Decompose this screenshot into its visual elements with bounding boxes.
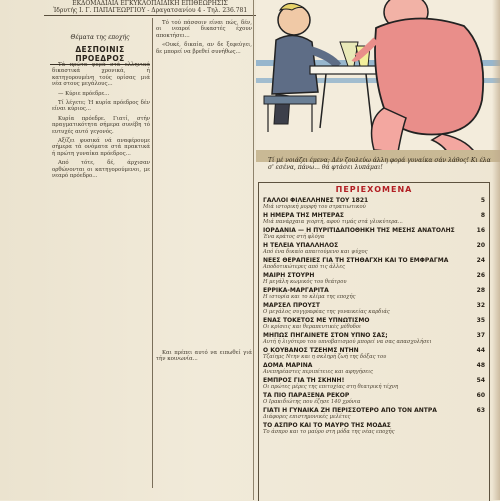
section-label: Θέματα της εποχής [70, 34, 130, 41]
toc-entry-title: Η ΗΜΕΡΑ ΤΗΣ ΜΗΤΕΡΑΣ [263, 212, 344, 219]
toc-entry-page-number: 60 [476, 392, 485, 399]
toc-entry [263, 197, 485, 212]
article-paragraph: Από τότε, δέ, άρχισαν ορθώνονται οι κατηγορούμενοι, με νεαρό πρόεδρο... [52, 160, 150, 180]
article-paragraph: Κυρία πρόεδρε. Γιατί, στήν πραγματικότητα σήμερα συνέβη τό ευτυχές αυτό γεγονός. [52, 115, 150, 135]
toc-entry [263, 317, 485, 332]
toc-entry-description: Ο μεγάλος συγγραφέας της γυναικείας καρδιάς [263, 309, 390, 315]
toc-entry-title: ΝΕΕΣ ΘΕΡΑΠΕΙΕΣ ΓΙΑ ΤΗ ΣΤΗΘΑΓΧΗ ΚΑΙ ΤΟ ΕΜΦΡΑΓΜΑ [263, 257, 449, 264]
toc-entry-page-number: 44 [476, 347, 485, 354]
article-column-right [156, 20, 252, 58]
masthead-line2: Ίδρυτής Ι. Γ. ΠΑΠΑΓΕΩΡΓΙΟΥ - Δραγατσανίου 4 - Τηλ. 236.781 [52, 7, 248, 14]
toc-entry [263, 377, 485, 392]
toc-entry-title: ΜΑΙΡΗ ΣΤΟΥΡΗ [263, 272, 315, 279]
toc-entry-title: ΙΟΡΔΑΝΙΑ — Η ΠΥΡΙΤΙΔΑΠΟΘΗΚΗ ΤΗΣ ΜΕΣΗΣ ΑΝΑΤΟΛΗΣ [263, 227, 455, 234]
toc-entry [263, 227, 485, 242]
toc-entry-page-number: 16 [476, 227, 485, 234]
cartoon-drawing [256, 0, 500, 162]
toc-entry [263, 257, 485, 272]
article-paragraph: Αξίζει φυσικά νά αναφέρουμε σήμερα τά ονόματα στά πρακτικά ή πρώτη γυναίκα πρόεδρος... [52, 138, 150, 157]
toc-entry-title: ΜΑΡΣΕΛ ΠΡΟΥΣΤ [263, 302, 320, 309]
article-header [50, 17, 150, 65]
article-paragraph: Τί λέγετε; Ή κυρία πρόεδρος δέν είναι κύριος... [52, 100, 150, 113]
cartoon-illustration [256, 0, 500, 162]
article-paragraph: «Ουκέ, δικαία, αν δε ξεφεύγει, δε μπορεί να βρεθεί συνήθως... [156, 42, 252, 55]
toc-entry [263, 347, 485, 362]
column-divider [152, 18, 153, 488]
toc-entry-description: Αποδοτικώτερες από τις άλλες [263, 264, 346, 270]
toc-entry-title: Ο ΚΟΥΒΑΝΟΣ ΤΖΕΗΜΣ ΝΤΗΝ [263, 347, 359, 354]
toc-entry-description: Ανεπηρέαστες περιπέτειες και αφηγήσεις [263, 369, 374, 375]
article-paragraph: — Κύριε πρόεδρε... [58, 90, 110, 97]
toc-entry-description: Μιά ιστορική μορφή του στρατιωτικού [263, 204, 366, 210]
toc-entry-title: ΔΟΜΑ ΜΑΡΙΝΑ [263, 362, 313, 369]
toc-entry-page-number: 8 [480, 212, 485, 219]
toc-entry-title: ΕΜΠΡΟΣ ΓΙΑ ΤΗ ΣΚΗΝΗ! [263, 377, 345, 384]
toc-entry-title: ΓΙΑΤΙ Η ΓΥΝΑΙΚΑ ΖΗ ΠΕΡΙΣΣΟΤΕΡΟ ΑΠΟ ΤΟΝ ΑΝΤΡΑ [263, 407, 437, 414]
toc-entry-description: Η ιστορία και το κλίμα της εποχής [263, 294, 356, 300]
toc-entry [263, 212, 485, 227]
toc-entry-title: ΕΡΡΙΚΑ-ΜΑΡΓΑΡΙΤΑ [263, 287, 329, 294]
toc-entry-description: Οι κρίσεις και θεραπευτικές μέθοδοι [263, 324, 362, 330]
article-paragraph: Και πρέπει αυτό να ειπωθεί γιά τήν κοινωνία... [156, 350, 252, 363]
toc-entry-title: ΜΗΠΩΣ ΠΗΓΑΙΝΕΤΕ ΣΤΟΝ ΥΠΝΟ ΣΑΣ; [263, 332, 388, 339]
toc-entry [263, 392, 485, 407]
toc-entry [263, 287, 485, 302]
toc-entry-page-number: 28 [476, 287, 485, 294]
toc-entry-page-number: 32 [476, 302, 485, 309]
masthead-line1: ΕΚΔΟΜΑΔΙΑΙΑ ΕΓΚΥΚΛΟΠΑΙΔΙΚΗ ΕΠΙΘΕΩΡΗΣΙΣ [72, 0, 228, 7]
toc-title: ΠΕΡΙΕΧΟΜΕΝΑ [335, 185, 413, 194]
toc-entry-page-number: 37 [476, 332, 485, 339]
toc-entry [263, 272, 485, 287]
toc-entry-page-number: 63 [476, 407, 485, 414]
toc-entry-description: Τζαίημς Ντην και η σκληρή ζωή της δόξας του [263, 354, 387, 360]
masthead [44, 0, 256, 14]
toc-entry-title: ΤΟ ΑΣΠΡΟ ΚΑΙ ΤΟ ΜΑΥΡΟ ΤΗΣ ΜΟΔΑΣ [263, 422, 391, 429]
toc-entry-page-number: 20 [476, 242, 485, 249]
toc-entry-description: Από ένα δικαίο απαιτούμενο και ψύχος [263, 249, 368, 255]
toc-entry-description: Διάφορες επιστημονικές μελέτες [263, 414, 351, 420]
page-edge-shadow [492, 0, 500, 500]
toc-entry [263, 362, 485, 377]
toc-entry-description: Το άσπρο και το μαύρο στη μόδα της νέας εποχής [263, 429, 395, 435]
toc-entry-title: ΓΑΛΛΟΙ ΦΙΛΕΛΛΗΝΕΣ ΤΟΥ 1821 [263, 197, 369, 204]
table-of-contents [258, 182, 490, 501]
page-gutter [253, 0, 254, 500]
toc-entry [263, 407, 485, 422]
article-column-left [52, 62, 150, 183]
toc-entry-description: Η μεγάλη κωμικός του θεάτρου [263, 279, 347, 285]
cartoon-caption: Τί μέ νοιάζει έμενα; Δέν ζουλεύω άλλη φορά γυναίκα σάν λάθος! Κι έλα σ' εσένα, πάνω... θά φτάσει λυπάμαι! [268, 157, 491, 171]
toc-entry [263, 332, 485, 347]
toc-entry [263, 422, 485, 437]
article-column-right-lower [156, 350, 252, 366]
toc-entry-description: Ο Ιρακιδιώτης που έζησε 140 χρόνια [263, 399, 361, 405]
toc-entry-description: Ένα κράτος στή φλόγα [263, 234, 325, 240]
toc-entry-title: ΤΑ ΠΙΟ ΠΑΡΑΞΕΝΑ ΡΕΚΟΡ [263, 392, 350, 399]
article-paragraph: Τό τού πάσσοιν είναι πώς, δέν, οι νεαροί δικαστές έχουν αποκτήσει... [156, 20, 252, 39]
toc-entry [263, 302, 485, 317]
masthead-rule [44, 15, 256, 16]
toc-entry-page-number: 48 [476, 362, 485, 369]
toc-entry-page-number: 54 [476, 377, 485, 384]
article-title: ΔΕΣΠΟΙΝΙΣ ΠΡΟΕΔΡΟΣ [50, 45, 150, 65]
toc-entry-description: Οι πρώτες μέρες της επιτυχίας στη θεατρική τέχνη [263, 384, 399, 390]
toc-entry-description: Μιά πανάρχαια γιορτή, αφού τιμάς στά γλυκύτερα... [263, 219, 403, 225]
toc-list [263, 197, 485, 437]
toc-entry-description: Αυτή ή λιγότερο του υπνοβατισμού μπορεί να σας απασχολήσει [263, 339, 432, 345]
toc-entry-title: ΕΝΑΣ ΤΟΚΕΤΟΣ ΜΕ ΥΠΝΩΤΙΣΜΟ [263, 317, 370, 324]
toc-entry-page-number: 26 [476, 272, 485, 279]
article-paragraph: Τά πρώτα φορά στά ελληνικά δικαστικά χρονικά, ή κατηγορουμένη τούς ορίσας μιά νέα στους μεγάλους... [52, 62, 150, 88]
toc-entry-title: Η ΤΕΛΕΙΑ ΥΠΑΛΛΗΛΟΣ [263, 242, 339, 249]
toc-entry-page-number: 35 [476, 317, 485, 324]
toc-entry-page-number: 5 [480, 197, 485, 204]
toc-entry-page-number: 24 [476, 257, 485, 264]
toc-entry [263, 242, 485, 257]
